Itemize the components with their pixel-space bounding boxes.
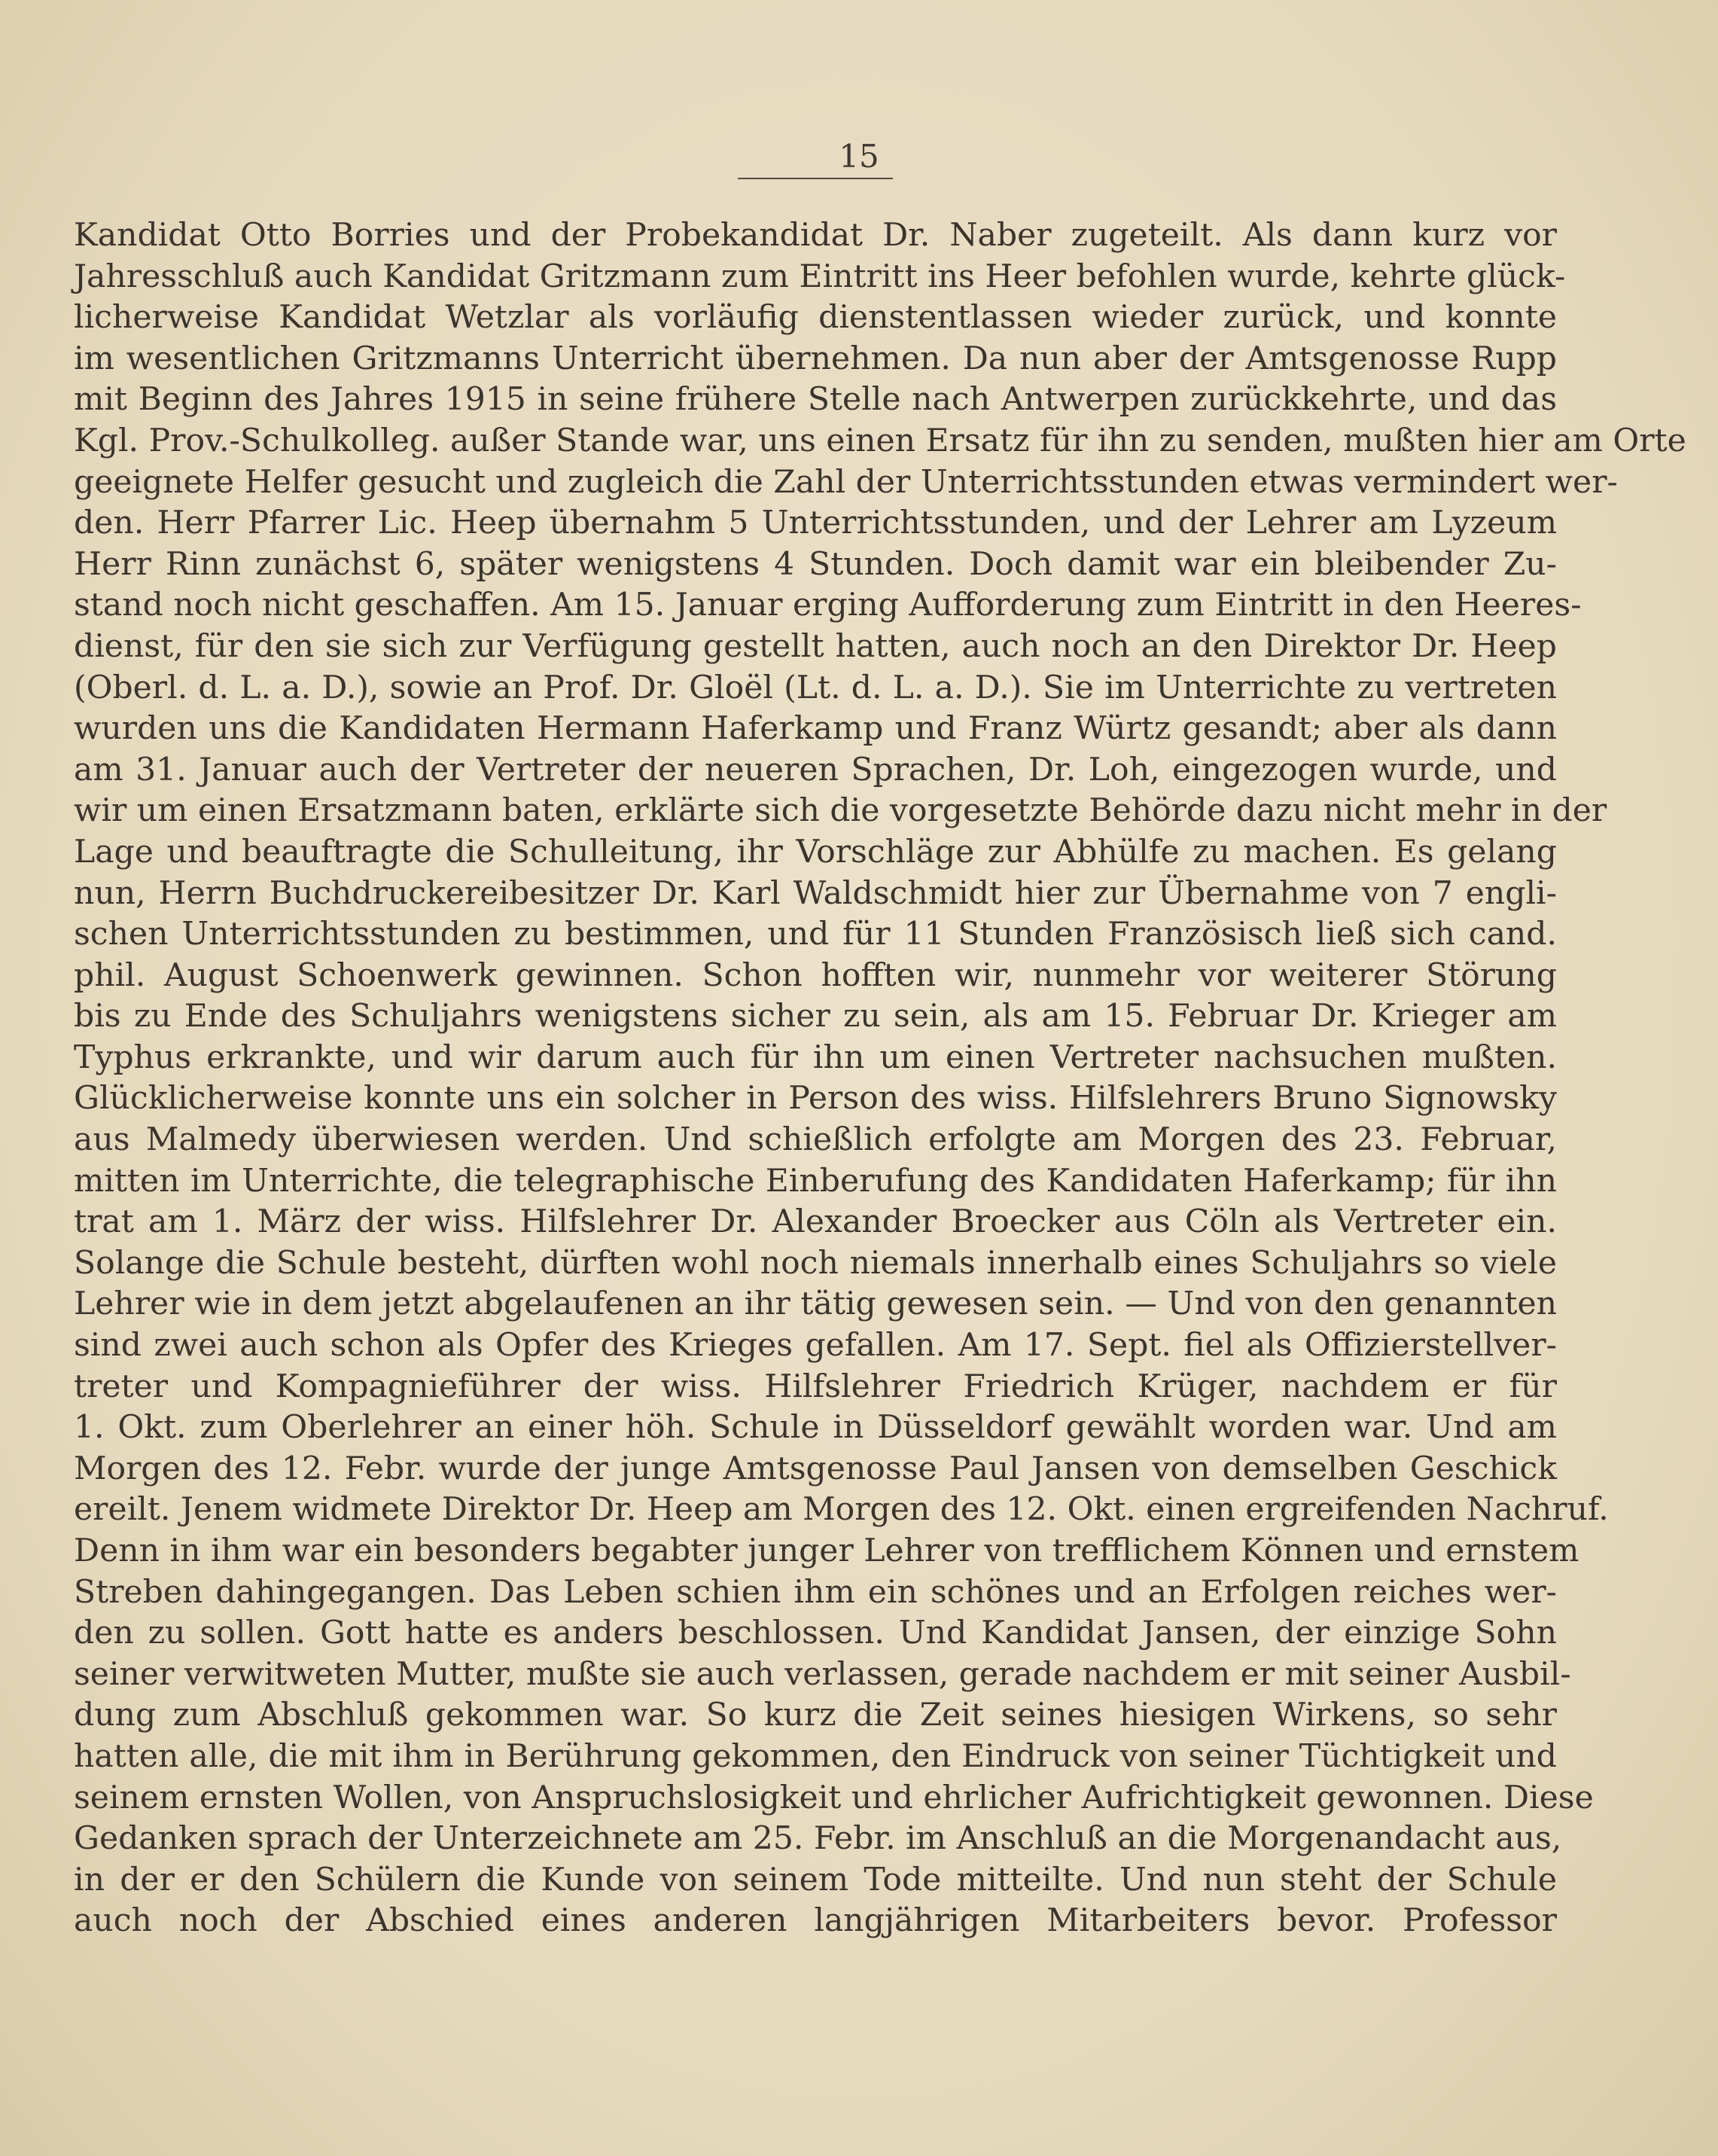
text-line: seiner verwitweten Mutter, mußte sie auch verlassen, gerade nachdem er mit seiner Ausbil- [74,1655,1571,1693]
text-line: den zu sollen. Gott hatte es anders beschlossen. Und Kandidat Jansen, der einzige Sohn [74,1615,1557,1652]
text-line: Solange die Schule besteht, dürften wohl noch niemals innerhalb eines Schuljahrs so viele [74,1244,1557,1282]
text-line: in der er den Schülern die Kunde von seinem Tode mitteilte. Und nun steht der Schule [74,1861,1557,1898]
text-line: Glücklicherweise konnte uns ein solcher in Person des wiss. Hilfslehrers Bruno Signowsky [74,1080,1557,1118]
text-line: 1. Okt. zum Oberlehrer an einer höh. Schule in Düsseldorf gewählt worden war. Und am [74,1409,1557,1447]
header-rule [738,178,893,179]
text-line: Gedanken sprach der Unterzeichnete am 25. Febr. im Anschluß an die Morgenandacht aus, [74,1820,1562,1858]
text-line: schen Unterrichtsstunden zu bestimmen, und für 11 Stunden Französisch ließ sich cand. [74,916,1557,953]
text-line: dienst, für den sie sich zur Verfügung gestellt hatten, auch noch an den Direktor Dr. Heep [74,627,1557,665]
text-line: stand noch nicht geschaffen. Am 15. Januar erging Aufforderung zum Eintritt in den Heeres- [74,587,1582,624]
text-line: im wesentlichen Gritzmanns Unterricht übernehmen. Da nun aber der Amtsgenosse Rupp [74,340,1557,377]
text-line: Denn in ihm war ein besonders begabter junger Lehrer von trefflichem Können und ernstem [74,1532,1579,1569]
text-line: nun, Herrn Buchdruckereibesitzer Dr. Karl Waldschmidt hier zur Übernahme von 7 engli- [74,874,1557,912]
text-line: hatten alle, die mit ihm in Berührung gekommen, den Eindruck von seiner Tüchtigkeit und [74,1737,1557,1775]
text-line: mitten im Unterrichte, die telegraphische Einberufung des Kandidaten Haferkamp; für ihn [74,1162,1557,1200]
text-line: geeignete Helfer gesucht und zugleich die Zahl der Unterrichtsstunden etwas vermindert wer- [74,463,1618,501]
text-line: bis zu Ende des Schuljahrs wenigstens sicher zu sein, als am 15. Februar Dr. Krieger am [74,998,1557,1035]
text-line: Kandidat Otto Borries und der Probekandidat Dr. Naber zugeteilt. Als dann kurz vor [74,217,1557,254]
text-line: wurden uns die Kandidaten Hermann Haferkamp und Franz Würtz gesandt; aber als dann [74,710,1557,748]
text-line: licherweise Kandidat Wetzlar als vorläufig dienstentlassen wieder zurück, und konnte [74,299,1557,337]
text-line: Lehrer wie in dem jetzt abgelaufenen an ihr tätig gewesen sein. — Und von den genannten [74,1285,1557,1323]
body-text [74,215,1686,1942]
text-line: aus Malmedy überwiesen werden. Und schießlich erfolgte am Morgen des 23. Februar, [74,1121,1557,1159]
text-line: phil. August Schoenwerk gewinnen. Schon hofften wir, nunmehr vor weiterer Störung [74,956,1557,994]
text-line: Jahresschluß auch Kandidat Gritzmann zum Eintritt ins Heer befohlen wurde, kehrte glück- [74,258,1566,295]
text-line: am 31. Januar auch der Vertreter der neueren Sprachen, Dr. Loh, eingezogen wurde, und [74,751,1557,788]
text-line: sind zwei auch schon als Opfer des Krieges gefallen. Am 17. Sept. fiel als Offizierstellver- [74,1327,1557,1365]
text-line: treter und Kompagnieführer der wiss. Hilfslehrer Friedrich Krüger, nachdem er für [74,1368,1557,1405]
text-line: Lage und beauftragte die Schulleitung, ihr Vorschläge zur Abhülfe zu machen. Es gelang [74,833,1557,871]
text-line: Morgen des 12. Febr. wurde der junge Amtsgenosse Paul Jansen von demselben Geschick [74,1450,1557,1487]
text-line: den. Herr Pfarrer Lic. Heep übernahm 5 Unterrichtsstunden, und der Lehrer am Lyzeum [74,505,1557,542]
text-line: auch noch der Abschied eines anderen langjährigen Mitarbeiters bevor. Professor [74,1902,1557,1940]
text-line: dung zum Abschluß gekommen war. So kurz die Zeit seines hiesigen Wirkens, so sehr [74,1697,1557,1734]
text-line: trat am 1. März der wiss. Hilfslehrer Dr. Alexander Broecker aus Cöln als Vertreter ein. [74,1203,1557,1241]
text-line: Herr Rinn zunächst 6, später wenigstens 4 Stunden. Doch damit war ein bleibender Zu- [74,545,1557,583]
text-line: ereilt. Jenem widmete Direktor Dr. Heep am Morgen des 12. Okt. einen ergreifenden Nachruf. [74,1491,1609,1529]
text-line: Kgl. Prov.-Schulkolleg. außer Stande war, uns einen Ersatz für ihn zu senden, mußten hier am Orte [74,422,1686,459]
page-number: 15 [839,138,879,175]
text-line: seinem ernsten Wollen, von Anspruchslosigkeit und ehrlicher Aufrichtigkeit gewonnen. Diese [74,1779,1594,1816]
text-line: Typhus erkrankte, und wir darum auch für ihn um einen Vertreter nachsuchen mußten. [74,1038,1557,1076]
text-line: mit Beginn des Jahres 1915 in seine frühere Stelle nach Antwerpen zurückkehrte, und das [74,381,1557,419]
text-line: Streben dahingegangen. Das Leben schien ihm ein schönes und an Erfolgen reiches wer- [74,1573,1557,1611]
text-line: (Oberl. d. L. a. D.), sowie an Prof. Dr. Gloël (Lt. d. L. a. D.). Sie im Unterrichte zu vertreten [74,669,1557,706]
text-line: wir um einen Ersatzmann baten, erklärte sich die vorgesetzte Behörde dazu nicht mehr in der [74,792,1607,830]
